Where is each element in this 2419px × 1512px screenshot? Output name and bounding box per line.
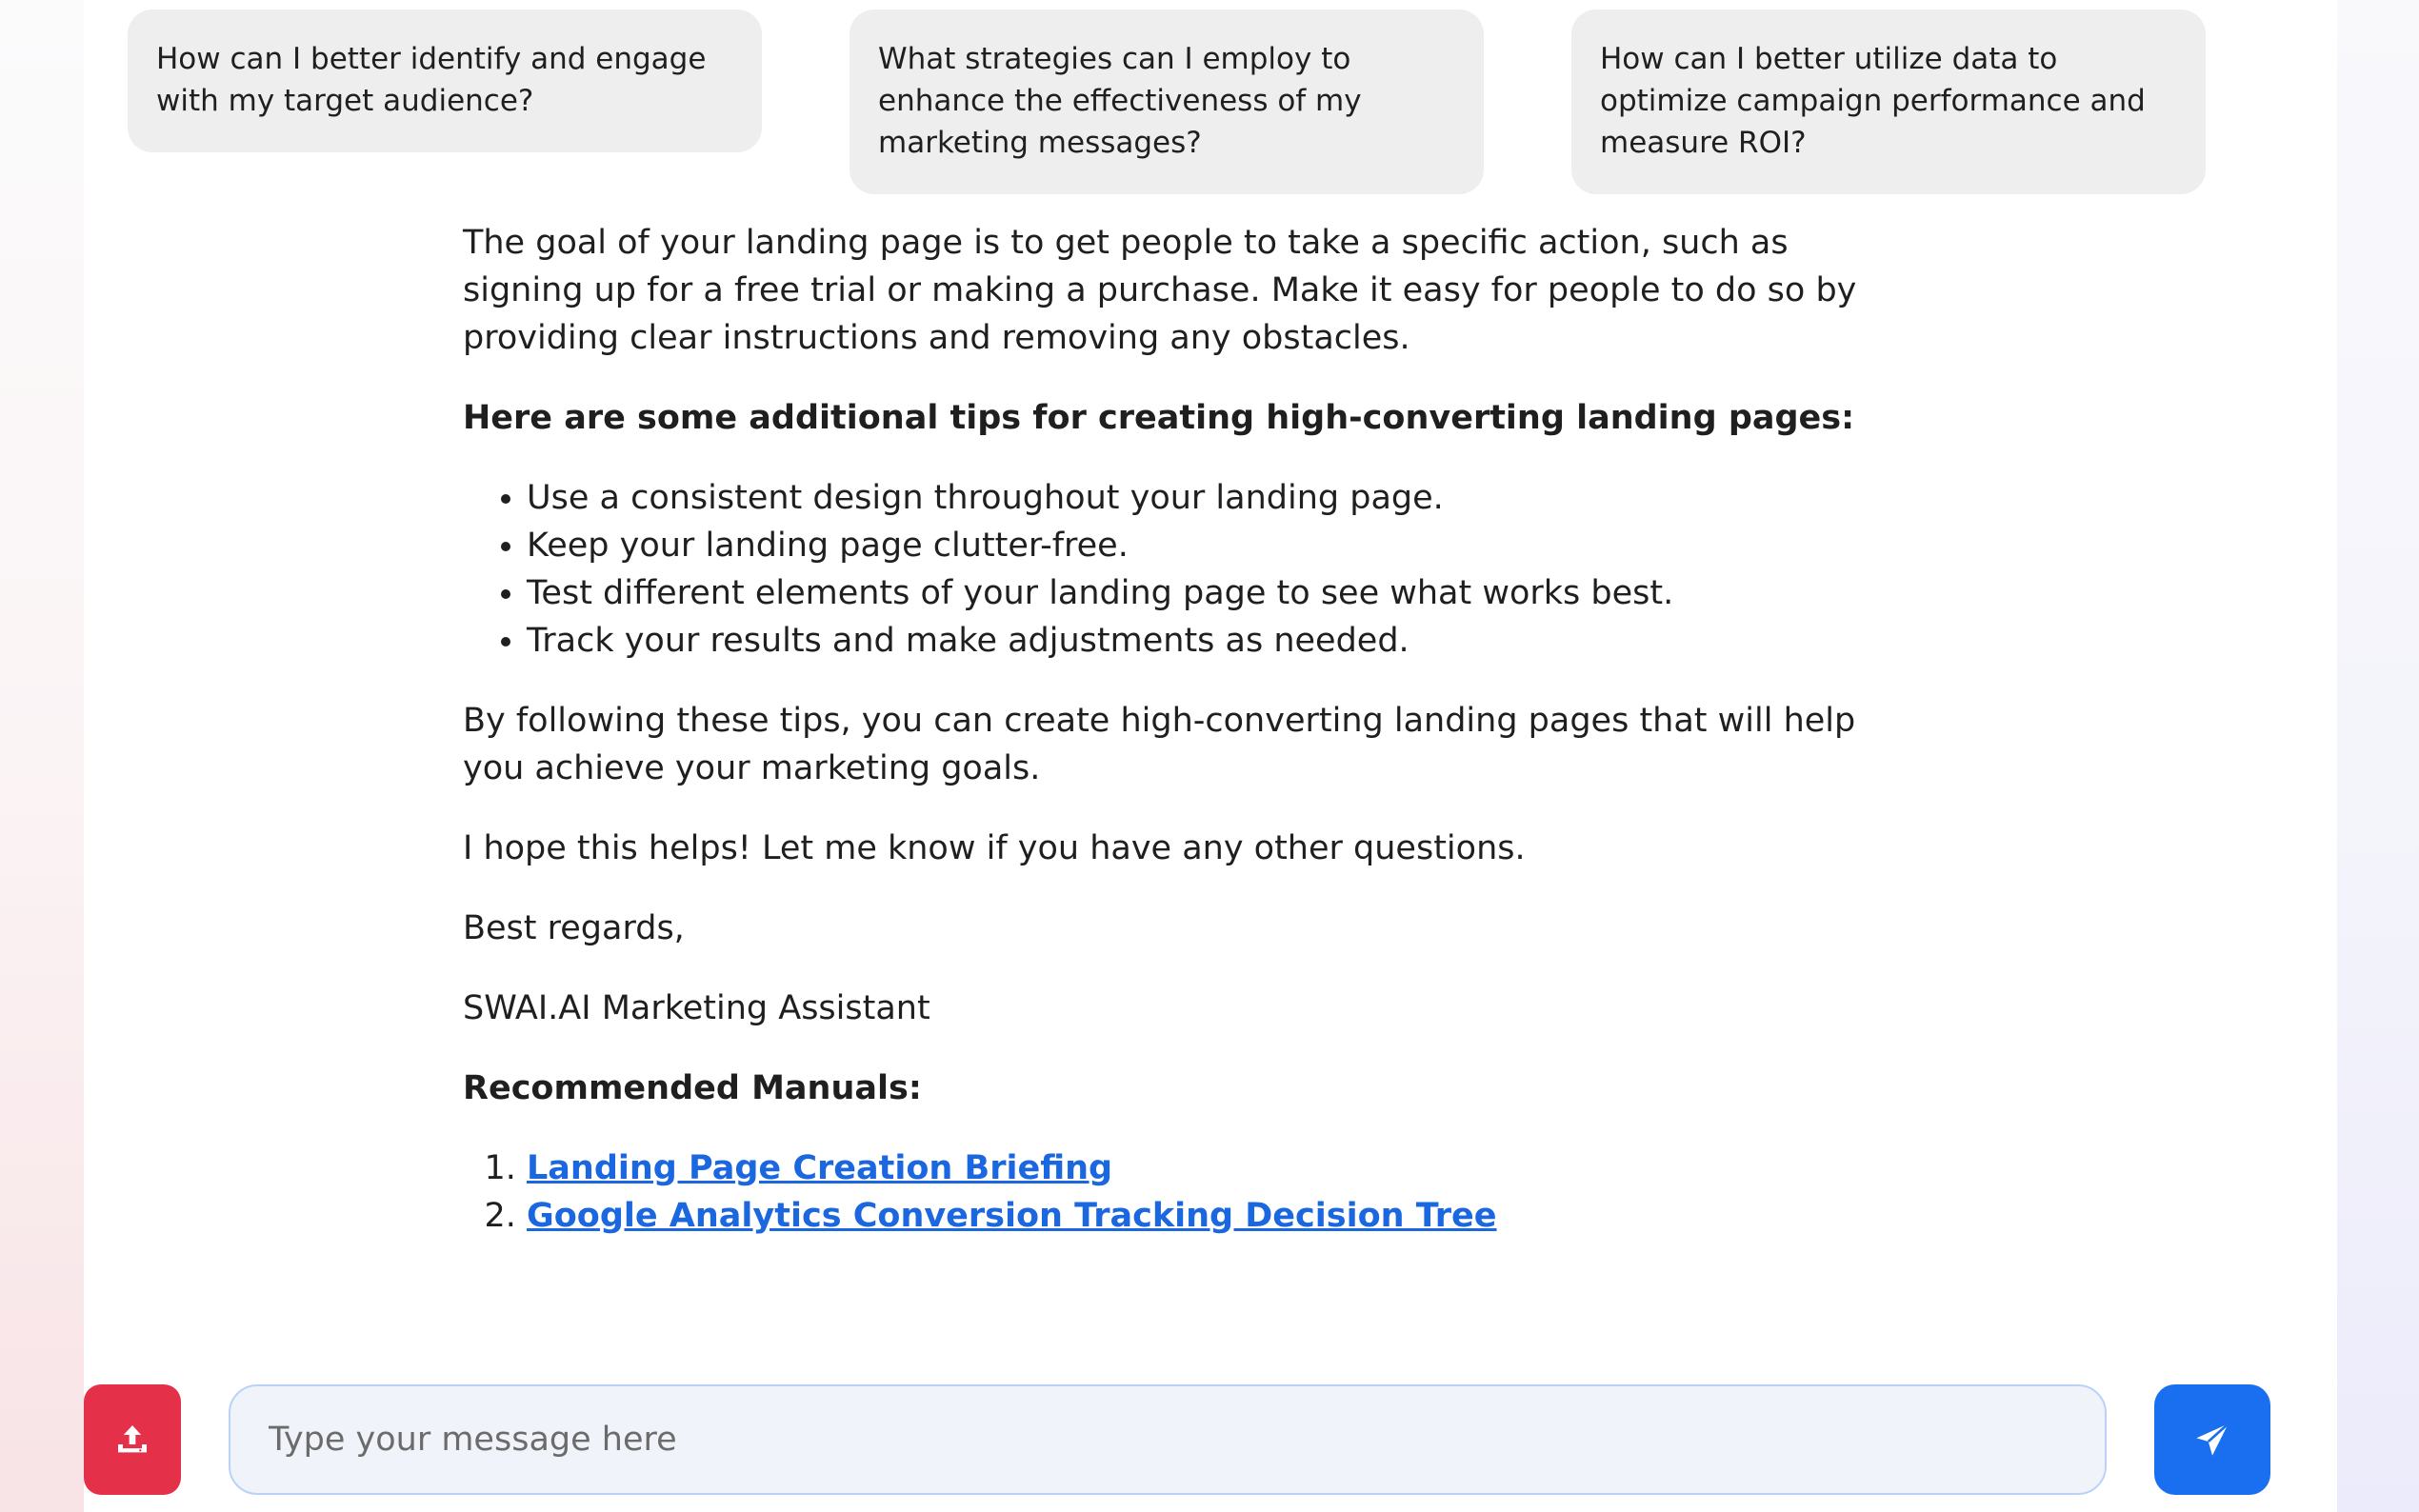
- assistant-message: [463, 219, 1863, 1272]
- list-item: [527, 1192, 1863, 1240]
- message-input[interactable]: [230, 1386, 2105, 1493]
- suggestion-chip-1[interactable]: How can I better identify and engage with my target audience?: [128, 10, 762, 152]
- message-input-container: [229, 1384, 2107, 1495]
- message-closing: By following these tips, you can create high-converting landing pages that will help you achieve your marketing goals.: [463, 702, 1856, 787]
- suggestion-chip-2[interactable]: What strategies can I employ to enhance the effectiveness of my marketing messages?: [850, 10, 1484, 194]
- background-left: [0, 0, 84, 1512]
- message-signature: SWAI.AI Marketing Assistant: [463, 989, 930, 1027]
- manual-link-ga-conversion-tree[interactable]: Google Analytics Conversion Tracking Decision Tree: [527, 1197, 1497, 1235]
- suggestion-chip-3[interactable]: How can I better utilize data to optimize campaign performance and measure ROI?: [1571, 10, 2206, 194]
- message-intro: The goal of your landing page is to get people to take a specific action, such as signing up for a free trial or making a purchase. Make it easy for people to do so by providing clear instructions and removing any obstacles.: [463, 224, 1857, 357]
- list-item: [527, 1144, 1863, 1192]
- manuals-heading: Recommended Manuals:: [463, 1069, 922, 1107]
- upload-button[interactable]: [84, 1384, 181, 1495]
- send-icon: [2193, 1421, 2231, 1459]
- list-item: • Keep your landing page clutter-free.: [527, 522, 1863, 569]
- list-item: • Use a consistent design throughout your landing page.: [527, 474, 1863, 522]
- background-right: [2337, 0, 2419, 1512]
- message-hope: I hope this helps! Let me know if you have any other questions.: [463, 829, 1526, 867]
- send-button[interactable]: [2154, 1384, 2270, 1495]
- tips-heading: Here are some additional tips for creating high-converting landing pages:: [463, 399, 1855, 437]
- message-regards: Best regards,: [463, 909, 685, 947]
- list-item: • Test different elements of your landing page to see what works best.: [527, 569, 1863, 617]
- list-item: • Track your results and make adjustments as needed.: [527, 617, 1863, 665]
- manuals-list: [527, 1144, 1863, 1240]
- tips-list: [527, 474, 1863, 665]
- manual-link-landing-page-briefing[interactable]: Landing Page Creation Briefing: [527, 1149, 1113, 1187]
- upload-icon: [113, 1421, 151, 1459]
